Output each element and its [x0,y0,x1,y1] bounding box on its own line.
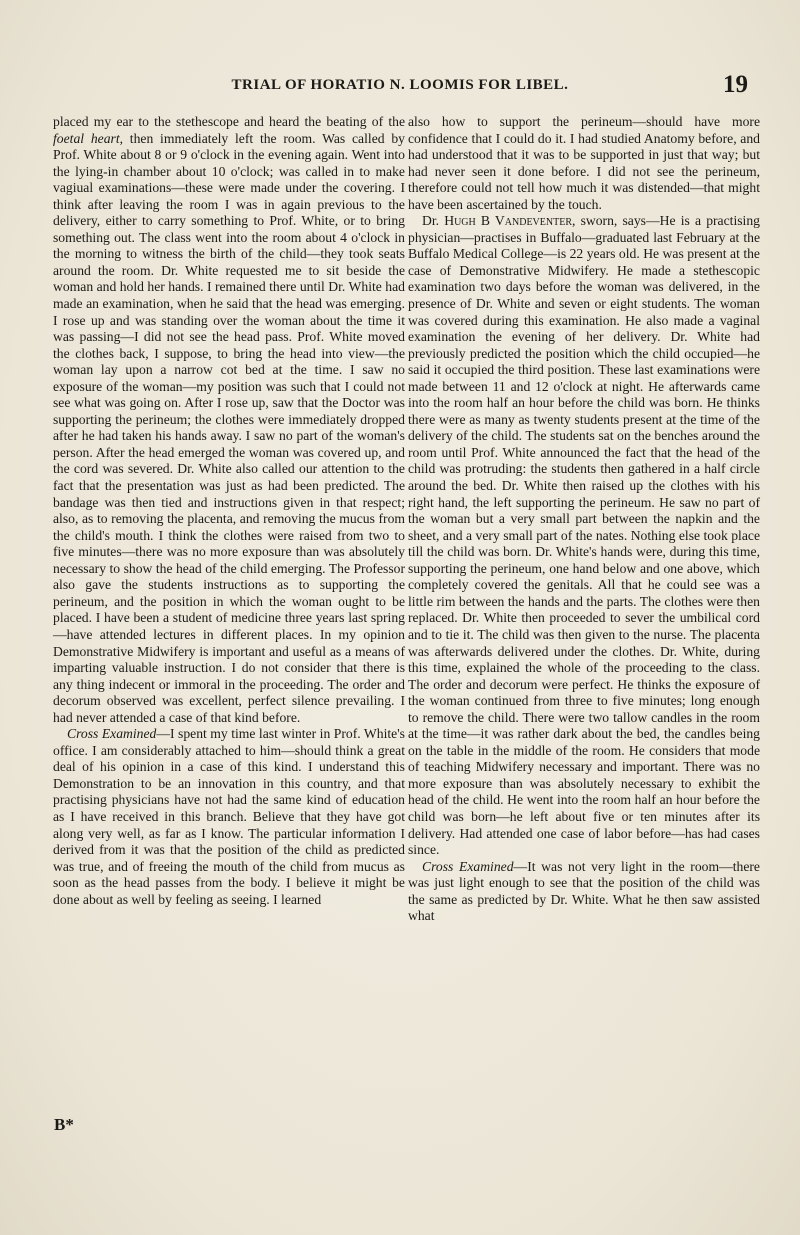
left-column [53,114,405,908]
left-p2-text: —I spent my time last winter in Prof. White's office. I am considerably attached to him—should think a great deal of his opinion in a case of this kind. I understand this Demonstration to be an innovation in this country, and that practising physicians have not had the same kind of education as I have received in this branch. Believe that they have got along very well, as far as I know. The particular information I derived from it was that the position of the child as predicted was true, and of freeing the mouth of the child from mucus as soon as the head passes from the body. I believe it might be done about as well by feeling as seeing. I learned [53,726,405,907]
cross-examined-lead: Cross Examined [67,726,157,742]
testimony-prefix: Dr. [422,213,445,229]
foetal-heart-emphasis: foetal heart [53,130,120,146]
left-p1-text-end: , then immediately left the room. Was called by Prof. White about 8 or 9 o'clock in the evening again. Went into the lying-in chamber about 10 o'clock; was called in to make vagiual examinations—these were made under the covering. I think after leaving the room I was in again previous to the delivery, either to carry something to Prof. White, or to bring something out. The class went into the room about 4 o'clock in the morning to witness the birth of the child—they took seats around the room. Dr. White requested me to sit beside the woman and hold her hands. I remained there until Dr. White had made an examination, when he said that the head was emerging. I rose up and was standing over the woman about the time it was passing—I did not see the head pass. Prof. White moved the clothes back, I suppose, to bring the head into view—the woman lay upon a narrow cot bed at the time. I saw no exposure of the woman—my position was such that I could not see what was going on. After I rose up, saw that the Doctor was supporting the perineum; the clothes were immediately dropped after he had taken his hands away. I saw no part of the woman's person. After the head emerged the woman was covered up, and the cord was severed. Dr. White also called our attention to the fact that the presentation was just as had been predicted. The bandage was then tied and instructions given in that respect; also, as to removing the placenta, and removing the mucus from the child's mouth. I think the clothes were raised from two to five minutes—there was no more exposure than was absolutely necessary to show the head of the child emerging. The Professor also gave the students instructions as to supporting the perineum, and the position in which the woman ought to be placed. I have been a student of medicine three years last spring—have attended lectures in different places. In my opinion Demonstrative Midwifery is important and useful as a means of imparting valuable instruction. I do not consider that there is any thing indecent or immoral in the proceeding. The order and decorum observed was excellent, perfect silence prevailing. I had never attended a case of that kind before. [53,130,405,725]
left-paragraph-cross-examined [53,726,405,908]
right-p3-text: —It was not very light in the room—there was just light enough to see that the position of the child was the same as predicted by Dr. White. What he then saw assisted what [408,858,760,924]
running-head [0,71,800,100]
right-column [408,114,760,925]
witness-name: Hugh B Vandeventer [444,213,572,229]
testimony-text: , sworn, says—He is a practising physician—practises in Buffalo—graduated last February at the Buffalo Medical College—is 22 years old. He was present at the case of Demonstrative Midwifery. He made a stethescopic examination two days before the woman was delivered, in the presence of Dr. White and seven or eight students. The woman was covered during this examination. He also made a vaginal examination the evening of her delivery. Dr. White had previously predicted the position which the child occupied—he said it occupied the third position. These last examinations were made between 11 and 12 o'clock at night. He afterwards came into the room half an hour before the child was born. He thinks there were as many as twenty students present at the time of the delivery of the child. The students sat on the benches around the room until Prof. White announced the fact that the head of the child was protruding: the students then gathered in a half circle around the bed. Dr. White then raised up the clothes with his right hand, the left supporting the perineum. He saw no part of the woman but a very small part between the napkin and the sheet, and a very small part of the nates. Nothing else took place till the child was born. Dr. White's hands were, during this time, supporting the perineum, one hand below and one above, which completely covered the genitals. All that he could see was a little rim between the hands and the parts. The clothes were then replaced. Dr. White then proceeded to sever the umbilical cord and to tie it. The child was then given to the nurse. The placenta was afterwards delivered under the clothes. Dr. White, during this time, explained the whole of the proceeding to the class. The order and decorum were perfect. He thinks the exposure of the woman continued from three to five minutes; long enough to remove the child. There were two tallow candles in the room at the time—it was rather dark about the bed, the candles being on the table in the middle of the room. He considers that mode of teaching Midwifery necessary and important. There was no more exposure than was absolutely necessary to exhibit the head of the child. He went into the room half an hour before the child was born—he left about five or ten minutes after its delivery. Had attended one case of labor before—has had cases since. [408,213,760,858]
right-paragraph-continuation: also how to support the perineum—should have more confidence that I could do it. I had studied Anatomy before, and had understood that it was to be supported in just that way; but had never seen it done before. I did not see the perineum, therefore could not tell how much it was distended—that might have been ascertained by the touch. [408,114,760,212]
signature-mark: B* [54,1115,74,1134]
right-paragraph-testimony [408,213,760,858]
cross-examined-lead-right: Cross Examined [422,858,514,874]
left-paragraph-1 [53,114,405,726]
right-paragraph-cross-examined [408,859,760,925]
left-p1-text-start: placed my ear to the stethescope and heard the beating of the [53,114,405,129]
page-number: 19 [723,71,748,98]
running-head-title: TRIAL OF HORATIO N. LOOMIS FOR LIBEL. [231,77,569,93]
